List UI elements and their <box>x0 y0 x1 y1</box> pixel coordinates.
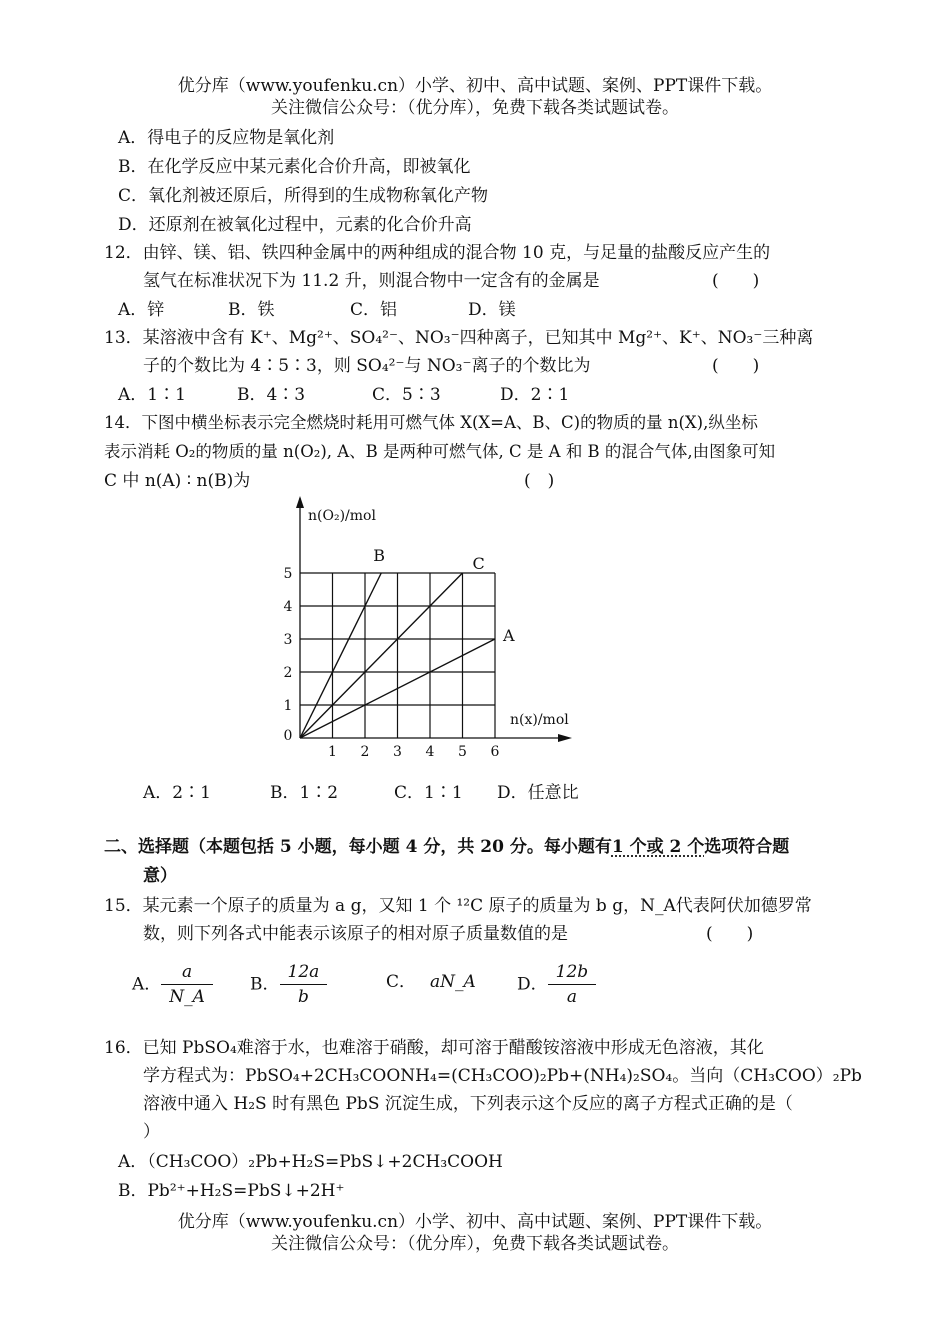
q15-option-b <box>250 962 327 1008</box>
q15-option-a-numerator: a <box>161 962 213 985</box>
y-tick-label: 1 <box>283 698 293 714</box>
q13-answer-paren: ( ) <box>712 356 760 376</box>
q11-option-b: B．在化学反应中某元素化合价升高，即被氧化 <box>118 157 471 177</box>
y-axis-arrow <box>296 496 304 508</box>
footer-line-1: 优分库（www.youfenku.cn）小学、初中、高中试题、案例、PPT课件下载。 <box>177 1212 773 1232</box>
q14-stem-line-3: C 中 n(A) ∶ n(B)为 <box>104 471 251 491</box>
q12-option-c: C．铝 <box>350 300 398 320</box>
q14-option-d: D．任意比 <box>497 783 579 803</box>
section-2-heading-emphasis: 1 个或 2 个 <box>611 837 705 857</box>
q14-stem-line-2: 表示消耗 O₂的物质的量 n(O₂), A、B 是两种可燃气体, C 是 A 和 B 的混合气体,由图象可知 <box>104 442 776 461</box>
q13-option-b: B．4∶3 <box>237 385 306 405</box>
q12-stem-line-1: 12．由锌、镁、铝、铁四种金属中的两种组成的混合物 10 克，与足量的盐酸反应产生的 <box>104 243 771 263</box>
q15-option-d-numerator: 12b <box>548 962 597 985</box>
q14-stem-line-1: 14．下图中横坐标表示完全燃烧时耗用可燃气体 X(X=A、B、C)的物质的量 n(X),纵坐标 <box>104 413 758 432</box>
q13-stem-line-1: 13．某溶液中含有 K⁺、Mg²⁺、SO₄²⁻、NO₃⁻四种离子，已知其中 Mg²⁺、K⁺、NO₃⁻三种离 <box>104 328 814 348</box>
q15-option-b-label: B． <box>250 974 280 995</box>
section-2-heading-part-3: 选项符合题 <box>704 837 790 857</box>
series-line-b <box>300 573 381 738</box>
q15-option-d-denominator: a <box>566 987 577 1008</box>
q15-option-c-value: aN_A <box>430 972 476 992</box>
q12-option-d: D．镁 <box>468 300 516 320</box>
q14-answer-paren: ( ) <box>524 471 555 491</box>
section-2-heading <box>104 837 789 857</box>
x-tick-label: 6 <box>490 744 500 760</box>
y-tick-label: 4 <box>283 599 293 615</box>
series-label-a: A <box>503 626 515 645</box>
q15-option-a-denominator: N_A <box>169 987 205 1008</box>
y-tick-label: 5 <box>283 566 293 582</box>
q16-stem-line-1: 16．已知 PbSO₄难溶于水，也难溶于硝酸，却可溶于醋酸铵溶液中形成无色溶液，其化 <box>104 1038 764 1058</box>
q13-option-d: D．2∶1 <box>500 385 570 405</box>
q11-option-a: A．得电子的反应物是氧化剂 <box>118 128 335 148</box>
q15-option-d <box>517 962 596 1008</box>
q12-answer-paren: ( ) <box>712 271 760 291</box>
q15-option-b-numerator: 12a <box>280 962 328 985</box>
x-tick-label: 1 <box>328 744 337 760</box>
q15-option-c-label: C． <box>386 972 417 992</box>
q15-option-d-label: D． <box>517 974 548 995</box>
q15-answer-paren: ( ) <box>706 924 754 944</box>
header-line-1: 优分库（www.youfenku.cn）小学、初中、高中试题、案例、PPT课件下载。 <box>177 76 773 96</box>
series-label-b: B <box>373 546 386 565</box>
q15-option-a <box>132 962 213 1008</box>
section-2-heading-line-2: 意） <box>143 866 177 886</box>
x-axis-label: n(x)/mol <box>510 712 569 728</box>
q11-option-d: D．还原剂在被氧化过程中，元素的化合价升高 <box>118 215 472 235</box>
q15-option-a-label: A． <box>132 974 162 995</box>
q13-option-a: A．1∶1 <box>118 385 186 405</box>
q14-option-c: C．1∶1 <box>394 783 463 803</box>
q14-chart <box>270 490 590 770</box>
q12-stem-line-2: 氢气在标准状况下为 11.2 升，则混合物中一定含有的金属是 <box>143 271 600 291</box>
y-tick-label: 2 <box>283 665 293 681</box>
q14-option-a: A．2∶1 <box>143 783 211 803</box>
q16-option-a: A．（CH₃COO）₂Pb+H₂S=PbS↓+2CH₃COOH <box>118 1152 503 1172</box>
footer-line-2: 关注微信公众号：（优分库），免费下载各类试题试卷。 <box>271 1234 679 1254</box>
q16-option-b: B．Pb²⁺+H₂S=PbS↓+2H⁺ <box>118 1181 345 1201</box>
q15-option-c <box>386 972 476 992</box>
q13-option-c: C．5∶3 <box>372 385 441 405</box>
x-tick-label: 2 <box>360 744 370 760</box>
q16-stem-line-4: ） <box>143 1122 160 1142</box>
x-axis-arrow <box>558 734 572 742</box>
origin-label: 0 <box>283 728 293 744</box>
series-label-c: C <box>472 554 485 573</box>
q16-stem-line-2: 学方程式为：PbSO₄+2CH₃COONH₄=(CH₃COO)₂Pb+(NH₄)₂SO₄。当向（CH₃COO）₂Pb <box>143 1066 862 1086</box>
x-tick-label: 5 <box>458 744 467 760</box>
q13-stem-line-2: 子的个数比为 4∶5∶3，则 SO₄²⁻与 NO₃⁻离子的个数比为 <box>143 356 591 376</box>
q15-option-b-denominator: b <box>297 987 309 1008</box>
y-tick-label: 3 <box>283 632 293 648</box>
q12-option-b: B．铁 <box>228 300 275 320</box>
q15-stem-line-2: 数，则下列各式中能表示该原子的相对原子质量数值的是 <box>143 924 568 944</box>
x-tick-label: 3 <box>393 744 402 760</box>
y-axis-label: n(O₂)/mol <box>308 508 376 524</box>
q14-option-b: B．1∶2 <box>270 783 339 803</box>
q15-stem-line-1: 15．某元素一个原子的质量为 a g，又知 1 个 ¹²C 原子的质量为 b g，N_A代表阿伏加德罗常 <box>104 896 812 916</box>
header-line-2: 关注微信公众号：（优分库），免费下载各类试题试卷。 <box>271 98 679 118</box>
q11-option-c: C．氧化剂被还原后，所得到的生成物称氧化产物 <box>118 186 489 206</box>
series-line-c <box>300 573 463 738</box>
section-2-heading-part-1: 二、选择题（本题包括 5 小题，每小题 4 分，共 20 分。每小题有 <box>104 837 612 857</box>
q16-stem-line-3: 溶液中通入 H₂S 时有黑色 PbS 沉淀生成，下列表示这个反应的离子方程式正确的是（ <box>143 1094 793 1114</box>
q12-option-a: A．锌 <box>118 300 165 320</box>
x-tick-label: 4 <box>425 744 435 760</box>
